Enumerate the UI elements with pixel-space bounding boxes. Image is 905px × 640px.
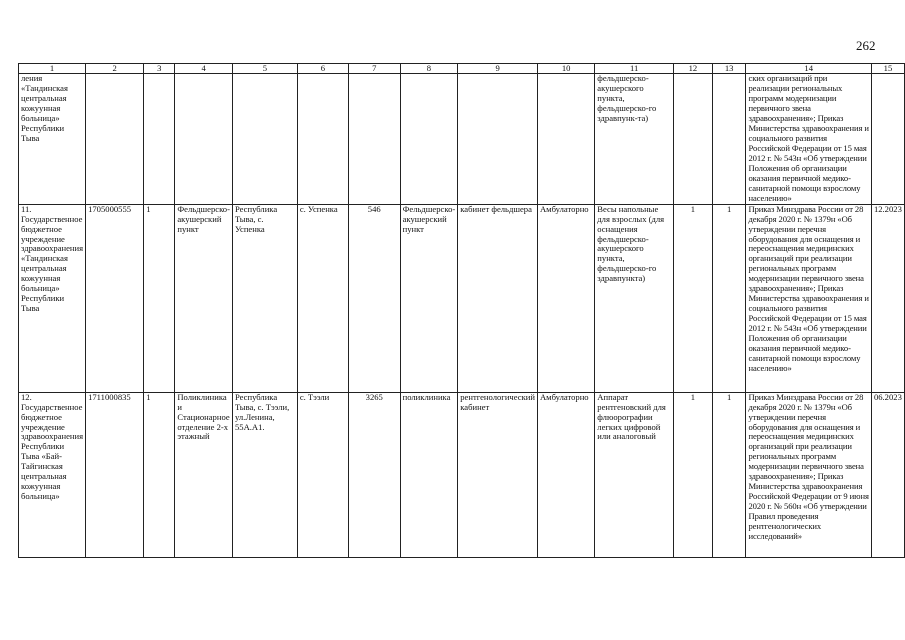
institution-cell: ления «Тандинская центральная кожуунная больница» Республики Тыва: [19, 74, 86, 205]
equipment-cell: Аппарат рентгеновский для флюорографии легких цифровой или аналоговый: [595, 392, 674, 557]
quantity-cell: 1: [712, 392, 746, 557]
header-cell: 1: [19, 64, 86, 74]
table-row: [19, 204, 905, 392]
room-cell: [458, 74, 538, 205]
date-cell: [871, 74, 904, 205]
legal-basis-cell: Приказ Минздрава России от 28 декабря 2020 г. № 1379н «Об утверждении перечня оборудования для оснащения и переоснащения медицинских организаций при реализации региональных программ модернизации первичного звена здравоохранения»; Приказ Министерства здравоохранения Российской Федерации от 9 июня 2020 г. № 560н «Об утверждении Правил проведения рентгенологических исследований»: [746, 392, 871, 557]
header-cell: 4: [175, 64, 233, 74]
header-cell: 14: [746, 64, 871, 74]
header-cell: 10: [537, 64, 594, 74]
header-cell: 5: [232, 64, 297, 74]
unit-type-cell: [175, 74, 233, 205]
settlement-cell: с. Тээли: [297, 392, 348, 557]
settlement-cell: с. Успенка: [297, 204, 348, 392]
code-cell: 1711000835: [86, 392, 144, 557]
date-cell: 12.2023: [871, 204, 904, 392]
quantity-cell: 1: [674, 392, 713, 557]
care-form-cell: Амбулаторно: [537, 204, 594, 392]
header-cell: 11: [595, 64, 674, 74]
header-cell: 9: [458, 64, 538, 74]
quantity-cell: 1: [674, 204, 713, 392]
legal-basis-cell: Приказ Минздрава России от 28 декабря 2020 г. № 1379н «Об утверждении перечня оборудования для оснащения и переоснащения медицинских организаций при реализации региональных программ модернизации первичного звена здравоохранения»; Приказ Министерства здравоохранения и социального развития Российской Федерации от 15 мая 2012 г. № 543н «Об утверждении Положения об организации оказания первичной медико-санитарной помощи взрослому населению»: [746, 204, 871, 392]
quantity-cell: [674, 74, 713, 205]
institution-cell: 12. Государственное бюджетное учреждение здравоохранения Республики Тыва «Бай-Тайгинская центральная кожуунная больница»: [19, 392, 86, 557]
header-cell: 13: [712, 64, 746, 74]
population-cell: [348, 74, 400, 205]
count-cell: 1: [144, 392, 175, 557]
population-cell: 3265: [348, 392, 400, 557]
equipment-table: [18, 63, 905, 558]
header-cell: 12: [674, 64, 713, 74]
address-cell: Республика Тыва, с. Тээли, ул.Ленина, 55А.А1.: [232, 392, 297, 557]
settlement-cell: [297, 74, 348, 205]
code-cell: [86, 74, 144, 205]
date-cell: 06.2023: [871, 392, 904, 557]
room-cell: кабинет фельдшера: [458, 204, 538, 392]
header-cell: 15: [871, 64, 904, 74]
table-row: [19, 74, 905, 205]
population-cell: 546: [348, 204, 400, 392]
care-form-cell: [537, 74, 594, 205]
count-cell: 1: [144, 204, 175, 392]
legal-basis-cell: ских организаций при реализации региональных программ модернизации первичного звена здравоохранения»; Приказ Министерства здравоохранения и социального развития Российской Федерации от 15 мая 2012 г. № 543н «Об утверждении Положения об организации оказания первичной медико-санитарной помощи взрослому населению»: [746, 74, 871, 205]
count-cell: [144, 74, 175, 205]
care-form-cell: Амбулаторно: [537, 392, 594, 557]
header-cell: 7: [348, 64, 400, 74]
header-cell: 3: [144, 64, 175, 74]
address-cell: Республика Тыва, с. Успенка: [232, 204, 297, 392]
address-cell: [232, 74, 297, 205]
division-cell: Фельдшерско-акушерский пункт: [400, 204, 458, 392]
code-cell: 1705000555: [86, 204, 144, 392]
unit-type-cell: Поликлиника и Стационарное отделение 2-х этажный: [175, 392, 233, 557]
page-number: 262: [856, 38, 876, 53]
header-cell: 2: [86, 64, 144, 74]
division-cell: [400, 74, 458, 205]
unit-type-cell: Фельдшерско-акушерский пункт: [175, 204, 233, 392]
equipment-cell: Весы напольные для взрослых (для оснащения фельдшерско-акушерского пункта, фельдшерско-го здравпункта): [595, 204, 674, 392]
header-cell: 6: [297, 64, 348, 74]
quantity-cell: [712, 74, 746, 205]
quantity-cell: 1: [712, 204, 746, 392]
institution-cell: 11. Государственное бюджетное учреждение здравоохранения «Тандинская центральная кожуунная больница» Республики Тыва: [19, 204, 86, 392]
table-row: [19, 392, 905, 557]
room-cell: рентгенологический кабинет: [458, 392, 538, 557]
division-cell: поликлиника: [400, 392, 458, 557]
equipment-cell: фельдшерско-акушерского пункта, фельдшерско-го здравпунк-та): [595, 74, 674, 205]
header-row: [19, 64, 905, 74]
header-cell: 8: [400, 64, 458, 74]
